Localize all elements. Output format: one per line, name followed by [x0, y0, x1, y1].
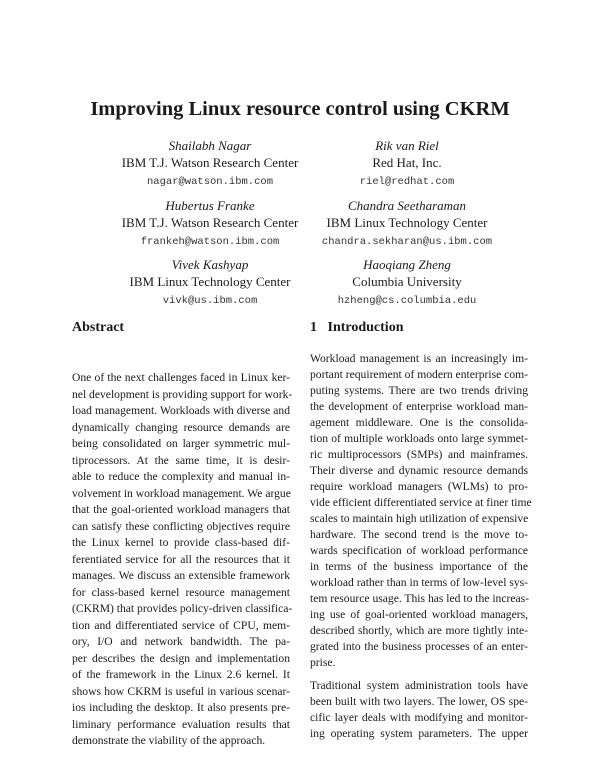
- text-line: that the goal-oriented workload managers that: [72, 503, 290, 516]
- text-line: of the framework in the Linux 2.6 kernel. It: [72, 668, 290, 681]
- text-line: One of the next challenges faced in Linux ker-: [72, 371, 290, 384]
- text-line: manages. We discuss an extensible framework: [72, 569, 290, 582]
- author-name: Hubertus Franke: [165, 198, 255, 213]
- text-line: able to reduce the complexity and manual in-: [72, 470, 290, 483]
- abstract-body: [72, 370, 293, 750]
- author-name: Rik van Riel: [375, 138, 439, 153]
- text-line: wards specification of workload performance: [310, 544, 528, 557]
- text-line: volvement in workload management. We argue: [72, 486, 291, 500]
- text-line: cific layer deals with modifying and monitor-: [310, 711, 528, 724]
- author-affiliation: IBM Linux Technology Center: [326, 215, 488, 230]
- text-line: Their diverse and dynamic resource demands: [310, 464, 528, 477]
- author-block: [277, 256, 537, 309]
- text-line: the Linux kernel to provide class-based dif-: [72, 536, 290, 549]
- paragraph: [310, 678, 528, 742]
- author-name: Shailabh Nagar: [168, 138, 252, 153]
- text-line: grated into the business processes of an enter-: [310, 640, 528, 653]
- author-affiliation: IBM T.J. Watson Research Center: [121, 215, 299, 230]
- text-line: tiprocessors. At the same time, it is desir-: [72, 453, 290, 467]
- text-line: ios including the desktop. It also presents pre-: [72, 701, 290, 714]
- text-line: the development of enterprise workload man-: [310, 400, 528, 413]
- author-name: Chandra Seetharaman: [347, 198, 467, 213]
- text-line: been built with two layers. The lower, OS spe-: [310, 695, 528, 708]
- author-block: [277, 137, 537, 190]
- text-line: tion and differentiated service of CPU, mem-: [72, 618, 290, 632]
- author-email: vivk@us.ibm.com: [162, 295, 258, 307]
- text-line: described shortly, which are more tightly inte-: [310, 624, 528, 637]
- author-email: chandra.sekharan@us.ibm.com: [321, 236, 493, 248]
- paragraph: [310, 351, 532, 671]
- paper-title: Improving Linux resource control using CKRM: [90, 98, 510, 120]
- text-line: Workload management is an increasingly im-: [310, 352, 528, 365]
- introduction-body: [310, 351, 532, 742]
- text-line: tem resource usage. This has led to the increas-: [310, 592, 530, 605]
- text-line: can satisfy these conflicting objectives require: [72, 519, 290, 533]
- text-line: being consolidated on larger symmetric mul-: [72, 437, 290, 450]
- section-title: Introduction: [327, 320, 404, 335]
- text-line: agement middleware. One is the consolida-: [310, 416, 528, 429]
- text-line: per describes the design and implementation: [72, 651, 290, 665]
- author-email: hzheng@cs.columbia.edu: [337, 295, 477, 307]
- text-line: dynamically changing resource demands are: [72, 420, 290, 434]
- author-affiliation: Columbia University: [352, 274, 462, 289]
- text-line: workload rather than in terms of low-level sys-: [310, 576, 528, 589]
- author-email: frankeh@watson.ibm.com: [140, 236, 280, 248]
- author-name: Haoqiang Zheng: [363, 257, 451, 272]
- text-line: require workload managers (WLMs) to pro-: [310, 480, 528, 493]
- text-line: hardware. The second trend is the move to-: [310, 528, 528, 541]
- text-line: puting systems. There are two trends driving: [310, 384, 528, 397]
- text-line: Traditional system administration tools have: [310, 679, 528, 692]
- text-line: for class-based kernel resource management: [72, 585, 290, 599]
- text-line: ing use of goal-oriented workload managers,: [310, 608, 528, 621]
- text-line: demonstrate the viability of the approach.: [72, 734, 266, 747]
- author-block: [277, 197, 537, 250]
- text-line: ory, I/O and network bandwidth. The pa-: [72, 635, 290, 648]
- text-line: (CKRM) that provides policy-driven classifica-: [72, 602, 293, 615]
- text-line: prise.: [310, 656, 336, 669]
- text-line: load management. Workloads with diverse and: [72, 404, 290, 417]
- author-affiliation: IBM Linux Technology Center: [129, 274, 291, 289]
- section-number: 1: [310, 320, 317, 335]
- text-line: ing operating system parameters. The upper: [310, 727, 528, 740]
- text-line: ferentiated service for all the resources that it: [72, 552, 290, 566]
- text-line: portant requirement of modern enterprise com-: [310, 368, 528, 381]
- author-email: riel@redhat.com: [359, 176, 455, 188]
- introduction-heading: [310, 320, 403, 336]
- author-name: Vivek Kashyap: [171, 257, 249, 272]
- author-email: nagar@watson.ibm.com: [146, 176, 274, 188]
- text-line: vide efficient differentiated service at finer time: [310, 496, 532, 509]
- author-affiliation: IBM T.J. Watson Research Center: [121, 155, 299, 170]
- text-line: shows how CKRM is useful in various scenar-: [72, 684, 290, 698]
- text-line: scales to maintain high utilization of expensive: [310, 512, 529, 525]
- text-line: liminary performance evaluation results that: [72, 717, 290, 731]
- text-line: tion of multiple workloads onto large symmet-: [310, 432, 528, 445]
- text-line: nel development is providing support for work-: [72, 387, 293, 401]
- text-line: ric multiprocessors (SMPs) and mainframes.: [310, 448, 528, 461]
- abstract-heading: Abstract: [72, 320, 125, 335]
- text-line: in terms of the business importance of the: [310, 560, 528, 573]
- author-affiliation: Red Hat, Inc.: [372, 155, 442, 170]
